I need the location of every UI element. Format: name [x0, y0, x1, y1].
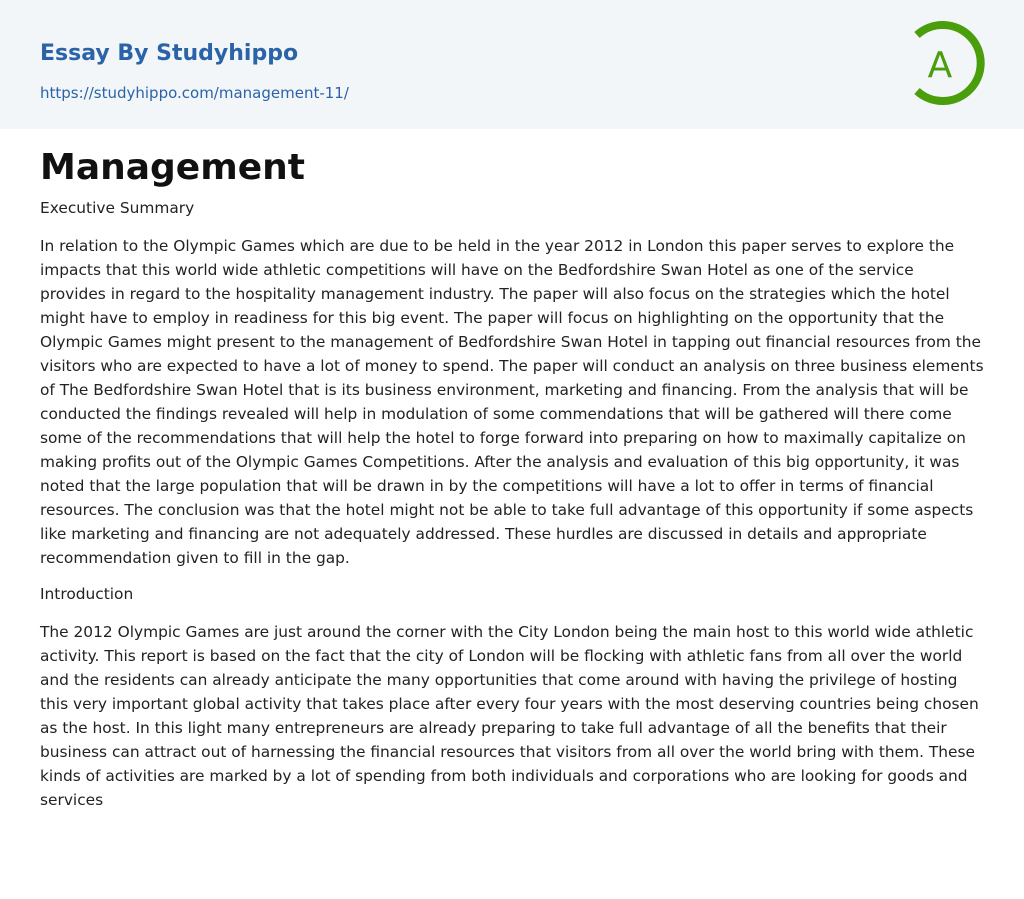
studyhippo-logo-icon[interactable] — [905, 20, 987, 106]
section-heading-introduction: Introduction — [40, 585, 134, 603]
introduction-text: The 2012 Olympic Games are just around the corner with the City London being the main host to this world wide athletic activity. This report is based on the fact that the city of London will be flocking with athletic fans from all over the world and the residents can already anticipate the many opportunities that come around with having the privilege of hosting this very important global activity that takes place after every four years with the most deserving countries being chosen as the host. In this light many entrepreneurs are already preparing to take full advantage of all the benefits that their business can attract out of harnessing the financial resources that visitors from all over the world bring with them. These kinds of activities are marked by a lot of spending from both individuals and corporations who are looking for goods and services — [40, 623, 979, 809]
essay-content — [40, 196, 984, 824]
page-title: Management — [40, 147, 305, 188]
section-heading-executive-summary: Executive Summary — [40, 199, 195, 217]
brand-title: Essay By Studyhippo — [40, 41, 299, 66]
essay-url-link[interactable]: https://studyhippo.com/management-11/ — [40, 84, 349, 102]
executive-summary-text: In relation to the Olympic Games which are due to be held in the year 2012 in London this paper serves to explore the impacts that this world wide athletic competitions will have on the Bedfordshire Swan Hotel as one of the service provides in regard to the hospitality management industry. The paper will also focus on the strategies which the hotel might have to employ in readiness for this big event. The paper will focus on highlighting on the opportunity that the Olympic Games might present to the management of Bedfordshire Swan Hotel in tapping out financial resources from the visitors who are expected to have a lot of money to spend. The paper will conduct an analysis on three business elements of The Bedfordshire Swan Hotel that is its business environment, marketing and financing. From the analysis that will be conducted the findings revealed will help in modulation of some commendations that will be gathered will there come some of the recommendations that will help the hotel to forge forward into preparing on how to maximally capitalize on making profits out of the Olympic Games Competitions. After the analysis and evaluation of this big opportunity, it was noted that the large population that will be drawn in by the competitions will have a lot to offer in terms of financial resources. The conclusion was that the hotel might not be able to take full advantage of this opportunity if some aspects like marketing and financing are not adequately addressed. These hurdles are discussed in details and appropriate recommendation given to fill in the gap. — [40, 237, 984, 567]
svg-text:A: A — [927, 45, 953, 86]
